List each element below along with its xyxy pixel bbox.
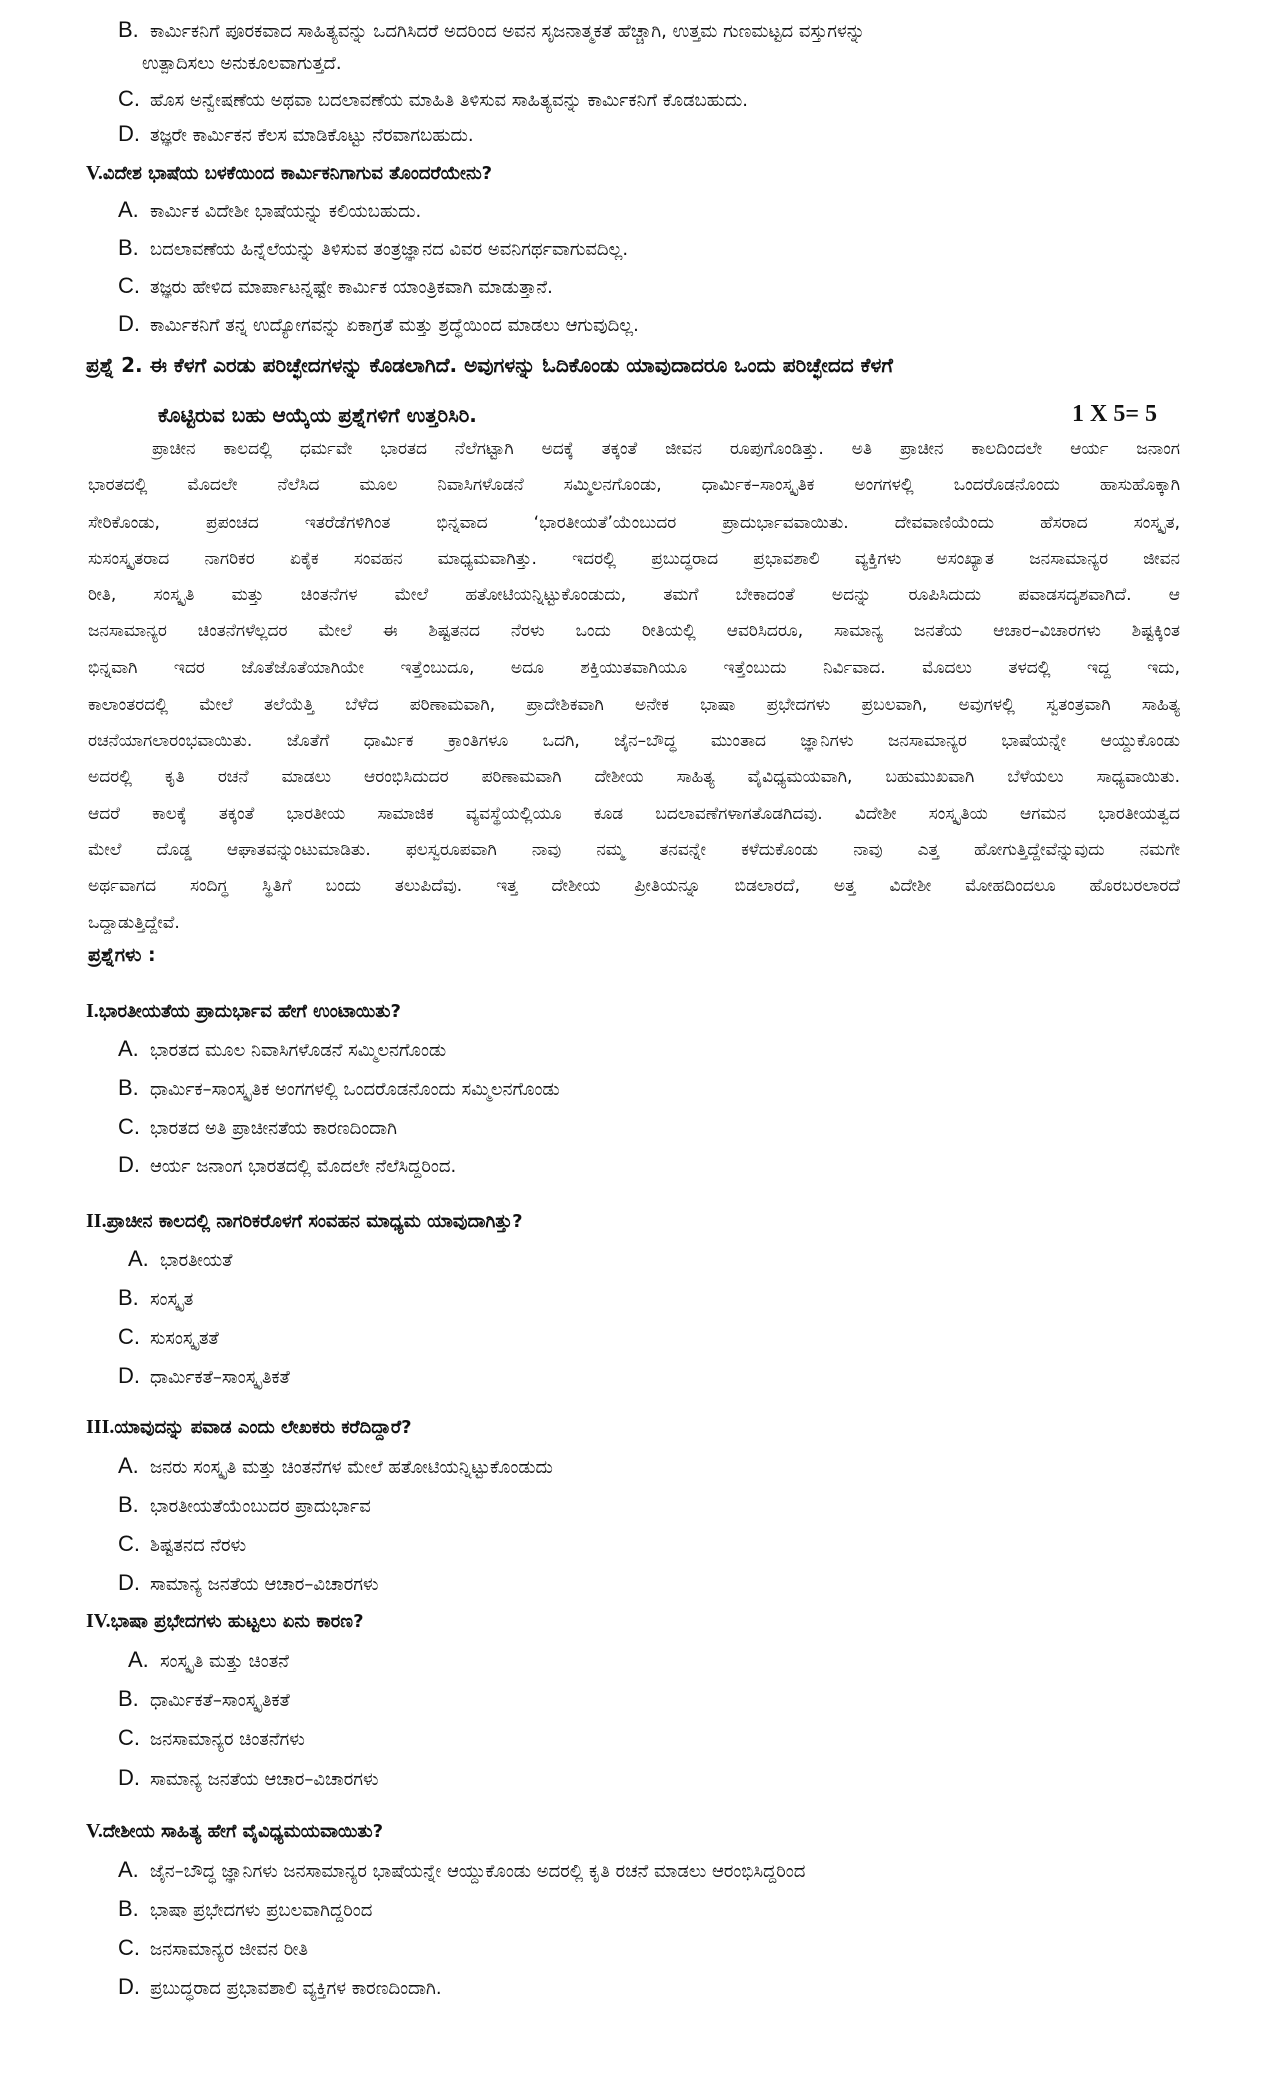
q4-option-d — [118, 1765, 378, 1793]
passage-line: ಜನಸಾಮಾನ್ಯರ ಚಿಂತನೆಗಳೆಲ್ಲದರ ಮೇಲೆ ಈ ಶಿಷ್ಟತನದ ನೆರಳು ಒಂದು ರೀತಿಯಲ್ಲಿ ಆವರಿಸಿದರೂ, ಸಾಮಾನ್ಯ ಜನತೆಯ ಆಚಾರ–ವಿಚಾರಗಳು ಶಿಷ್ಟಕ್ಕಿಂತ — [88, 621, 1180, 641]
option-letter: D. — [118, 311, 140, 336]
q3-option-c — [118, 1531, 246, 1559]
option-letter: D. — [118, 1152, 140, 1177]
option-text: ಜನಸಾಮಾನ್ಯರ ಜೀವನ ರೀತಿ — [150, 1939, 309, 1960]
question-number: V. — [86, 1820, 103, 1842]
option-letter: A. — [118, 197, 139, 222]
option-letter: A. — [128, 1246, 149, 1271]
q1-option-d — [118, 1152, 456, 1180]
option-letter: C. — [118, 1935, 140, 1960]
top-option-c — [118, 86, 748, 114]
option-letter: B. — [118, 1896, 139, 1921]
q5-option-c — [118, 1935, 308, 1963]
option-letter: C. — [118, 1324, 140, 1349]
top-option-b — [118, 17, 865, 45]
option-letter: D. — [118, 1765, 140, 1790]
option-text: ಸಂಸ್ಕೃತಿ ಮತ್ತು ಚಿಂತನೆ — [160, 1651, 289, 1672]
option-text: ಶಿಷ್ಟತನದ ನೆರಳು — [150, 1535, 247, 1556]
passage-line: ಒದ್ದಾಡುತ್ತಿದ್ದೇವೆ. — [88, 913, 180, 933]
prev-q5-option-a — [118, 197, 421, 225]
option-text: ಆರ್ಯ ಜನಾಂಗ ಭಾರತದಲ್ಲಿ ಮೊದಲೇ ನೆಲೆಸಿದ್ದರಿಂದ. — [150, 1156, 457, 1177]
option-text: ಭಾರತೀಯತೆಯೆಂಬುದರ ಪ್ರಾದುರ್ಭಾವ — [150, 1496, 371, 1517]
q4-option-a — [128, 1647, 289, 1675]
passage-line: ರೀತಿ, ಸಂಸ್ಕೃತಿ ಮತ್ತು ಚಿಂತನೆಗಳ ಮೇಲೆ ಹತೋಟಿಯನ್ನಿಟ್ಟುಕೊಂಡುದು, ತಮಗೆ ಬೇಕಾದಂತೆ ಅದನ್ನು ರೂಪಿಸಿದುದು ಪವಾಡಸದೃಶವಾಗಿದೆ. ಆ — [88, 585, 1180, 605]
option-letter: B. — [118, 17, 139, 42]
option-letter: A. — [118, 1453, 139, 1478]
option-letter: B. — [118, 235, 139, 260]
q2-option-a — [128, 1246, 232, 1274]
q3-option-d — [118, 1570, 378, 1598]
q1-option-a — [118, 1036, 446, 1064]
option-letter: D. — [118, 1570, 140, 1595]
question-3 — [86, 1414, 412, 1441]
q2-option-d — [118, 1363, 290, 1391]
question-number: III. — [86, 1416, 115, 1438]
option-text: ಭಾರತದ ಅತಿ ಪ್ರಾಚೀನತೆಯ ಕಾರಣದಿಂದಾಗಿ — [150, 1118, 398, 1139]
option-letter: B. — [118, 1686, 139, 1711]
passage-line: ಆದರೆ ಕಾಲಕ್ಕೆ ತಕ್ಕಂತೆ ಭಾರತೀಯ ಸಾಮಾಜಿಕ ವ್ಯವಸ್ಥೆಯಲ್ಲಿಯೂ ಕೂಡ ಬದಲಾವಣೆಗಳಾಗತೊಡಗಿದವು. ವಿದೇಶೀ ಸಂಸ್ಕೃತಿಯ ಆಗಮನ ಭಾರತೀಯತ್ವದ — [88, 804, 1180, 824]
option-text: ಧಾರ್ಮಿಕ–ಸಾಂಸ್ಕೃತಿಕ ಅಂಗಗಳಲ್ಲಿ ಒಂದರೊಡನೊಂದು ಸಮ್ಮಿಲನಗೊಂಡು — [150, 1079, 560, 1100]
passage-line: ಸುಸಂಸ್ಕೃತರಾದ ನಾಗರಿಕರ ಏಕೈಕ ಸಂವಹನ ಮಾಧ್ಯಮವಾಗಿತ್ತು. ಇದರಲ್ಲಿ ಪ್ರಬುದ್ಧರಾದ ಪ್ರಭಾವಶಾಲಿ ವ್ಯಕ್ತಿಗಳು ಅಸಂಖ್ಯಾತ ಜನಸಾಮಾನ್ಯರ ಜೀವನ — [88, 549, 1180, 569]
option-letter: D. — [118, 121, 140, 146]
question-number: I. — [86, 1000, 99, 1022]
q4-option-b — [118, 1686, 290, 1714]
questions-label: ಪ್ರಶ್ನೆಗಳು : — [88, 944, 156, 966]
option-text: ಜೈನ–ಬೌದ್ಧ ಜ್ಞಾನಿಗಳು ಜನಸಾಮಾನ್ಯರ ಭಾಷೆಯನ್ನೇ ಆಯ್ದುಕೊಂಡು ಅದರಲ್ಲಿ ಕೃತಿ ರಚನೆ ಮಾಡಲು ಆರಂಭಿಸಿದ್ದರಿಂದ — [150, 1861, 806, 1882]
q1-option-b — [118, 1075, 560, 1103]
question-2 — [86, 1208, 523, 1235]
option-text: ಧಾರ್ಮಿಕತೆ–ಸಾಂಸ್ಕೃತಿಕತೆ — [150, 1367, 290, 1388]
question-text: ಭಾರತೀಯತೆಯ ಪ್ರಾದುರ್ಭಾವ ಹೇಗೆ ಉಂಟಾಯಿತು? — [98, 1001, 401, 1022]
option-letter: C. — [118, 1725, 140, 1750]
question-number: II. — [86, 1210, 107, 1232]
option-text: ಹೊಸ ಅನ್ವೇಷಣೆಯ ಅಥವಾ ಬದಲಾವಣೆಯ ಮಾಹಿತಿ ತಿಳಿಸುವ ಸಾಹಿತ್ಯವನ್ನು ಕಾರ್ಮಿಕನಿಗೆ ಕೊಡಬಹುದು. — [150, 90, 749, 111]
option-letter: A. — [128, 1647, 149, 1672]
prev-q5-option-b — [118, 235, 628, 263]
option-letter: B. — [118, 1492, 139, 1517]
question-text: ಯಾವುದನ್ನು ಪವಾಡ ಎಂದು ಲೇಖಕರು ಕರೆದಿದ್ದಾರೆ? — [114, 1417, 412, 1438]
question-1 — [86, 998, 401, 1025]
option-text: ಸಂಸ್ಕೃತ — [150, 1289, 194, 1310]
passage-line: ಅರ್ಥವಾಗದ ಸಂದಿಗ್ಧ ಸ್ಥಿತಿಗೆ ಬಂದು ತಲುಪಿದೆವು. ಇತ್ತ ದೇಶೀಯ ಪ್ರೀತಿಯನ್ನೂ ಬಿಡಲಾರದೆ, ಅತ್ತ ವಿದೇಶೀ ಮೋಹದಿಂದಲೂ ಹೊರಬರಲಾರದೆ — [88, 876, 1180, 896]
prev-q5-option-d — [118, 311, 639, 339]
option-text: ಧಾರ್ಮಿಕತೆ–ಸಾಂಸ್ಕೃತಿಕತೆ — [150, 1690, 290, 1711]
top-option-d — [118, 121, 474, 149]
option-text: ಸುಸಂಸ್ಕೃತತೆ — [150, 1328, 219, 1349]
option-letter: B. — [118, 1285, 139, 1310]
question-number: IV. — [86, 1610, 111, 1632]
question-text: ವಿದೇಶ ಭಾಷೆಯ ಬಳಕೆಯಿಂದ ಕಾರ್ಮಿಕನಿಗಾಗುವ ತೊಂದರೆಯೇನು? — [102, 163, 493, 184]
option-text: ಭಾರತದ ಮೂಲ ನಿವಾಸಿಗಳೊಡನೆ ಸಮ್ಮಿಲನಗೊಂಡು — [150, 1040, 447, 1061]
q5-option-a — [118, 1857, 805, 1885]
prev-question-5 — [86, 160, 492, 187]
q4-option-c — [118, 1725, 305, 1753]
passage-line: ಮೇಲೆ ದೊಡ್ಡ ಆಘಾತವನ್ನುಂಟುಮಾಡಿತು. ಫಲಸ್ವರೂಪವಾಗಿ ನಾವು ನಮ್ಮ ತನವನ್ನೇ ಕಳೆದುಕೊಂಡು ನಾವು ಎತ್ತ ಹೋಗುತ್ತಿದ್ದೇವೆನ್ನುವುದು ನಮಗೇ — [88, 840, 1180, 860]
option-text: ಭಾರತೀಯತೆ — [160, 1250, 233, 1271]
passage-line: ರಚನೆಯಾಗಲಾರಂಭವಾಯಿತು. ಜೊತೆಗೆ ಧಾರ್ಮಿಕ ಕ್ರಾಂತಿಗಳೂ ಒದಗಿ, ಜೈನ–ಬೌದ್ಧ ಮುಂತಾದ ಜ್ಞಾನಿಗಳು ಜನಸಾಮಾನ್ಯರ ಭಾಷೆಯನ್ನೇ ಆಯ್ದುಕೊಂಡು — [88, 731, 1180, 751]
passage-line: ಕಾಲಾಂತರದಲ್ಲಿ ಮೇಲೆ ತಲೆಯೆತ್ತಿ ಬೆಳೆದ ಪರಿಣಾಮವಾಗಿ, ಪ್ರಾದೇಶಿಕವಾಗಿ ಅನೇಕ ಭಾಷಾ ಪ್ರಭೇದಗಳು ಪ್ರಬಲವಾಗಿ, ಅವುಗಳಲ್ಲಿ ಸ್ವತಂತ್ರವಾಗಿ ಸಾಹಿತ್ಯ — [88, 695, 1180, 715]
option-letter: D. — [118, 1363, 140, 1388]
q3-option-b — [118, 1492, 371, 1520]
option-letter: C. — [118, 1114, 140, 1139]
option-text: ಬದಲಾವಣೆಯ ಹಿನ್ನೆಲೆಯನ್ನು ತಿಳಿಸುವ ತಂತ್ರಜ್ಞಾನದ ವಿವರ ಅವನಿಗರ್ಥವಾಗುವದಿಲ್ಲ. — [150, 239, 629, 260]
question-text: ದೇಶೀಯ ಸಾಹಿತ್ಯ ಹೇಗೆ ವೈವಿಧ್ಯಮಯವಾಯಿತು? — [102, 1821, 384, 1842]
option-text: ಭಾಷಾ ಪ್ರಭೇದಗಳು ಪ್ರಬಲವಾಗಿದ್ದರಿಂದ — [150, 1900, 373, 1921]
question-text: ಭಾಷಾ ಪ್ರಭೇದಗಳು ಹುಟ್ಟಲು ಏನು ಕಾರಣ? — [110, 1611, 364, 1632]
top-option-b-continuation: ಉತ್ಪಾದಿಸಲು ಅನುಕೂಲವಾಗುತ್ತದೆ. — [142, 53, 342, 74]
question-4 — [86, 1608, 364, 1635]
option-text: ಪ್ರಬುದ್ಧರಾದ ಪ್ರಭಾವಶಾಲಿ ವ್ಯಕ್ತಿಗಳ ಕಾರಣದಿಂದಾಗಿ. — [150, 1978, 442, 1999]
passage-line: ಭಾರತದಲ್ಲಿ ಮೊದಲೇ ನೆಲೆಸಿದ ಮೂಲ ನಿವಾಸಿಗಳೊಡನೆ ಸಮ್ಮಿಲನಗೊಂಡು, ಧಾರ್ಮಿಕ–ಸಾಂಸ್ಕೃತಿಕ ಅಂಗಗಳಲ್ಲಿ ಒಂದರೊಡನೊಂದು ಹಾಸುಹೊಕ್ಕಾಗಿ — [88, 475, 1180, 495]
option-letter: C. — [118, 1531, 140, 1556]
section-heading-line2: ಕೊಟ್ಟಿರುವ ಬಹು ಆಯ್ಕೆಯ ಪ್ರಶ್ನೆಗಳಿಗೆ ಉತ್ತರಿಸಿರಿ. — [158, 403, 477, 427]
q3-option-a — [118, 1453, 553, 1481]
option-text: ಜನರು ಸಂಸ್ಕೃತಿ ಮತ್ತು ಚಿಂತನೆಗಳ ಮೇಲೆ ಹತೋಟಿಯನ್ನಿಟ್ಟುಕೊಂಡುದು — [150, 1457, 553, 1478]
passage-line: ಭಿನ್ನವಾಗಿ ಇದರ ಜೊತೆಜೊತೆಯಾಗಿಯೇ ಇತ್ತೆಂಬುದೂ, ಅದೂ ಶಕ್ತಿಯುತವಾಗಿಯೂ ಇತ್ತೆಂಬುದು ನಿರ್ವಿವಾದ. ಮೊದಲು ತಳದಲ್ಲಿ ಇದ್ದ ಇದು, — [88, 658, 1180, 678]
option-text: ಜನಸಾಮಾನ್ಯರ ಚಿಂತನೆಗಳು — [150, 1729, 305, 1750]
option-text: ತಜ್ಞರು ಹೇಳಿದ ಮಾರ್ಪಾಟನ್ನಷ್ಟೇ ಕಾರ್ಮಿಕ ಯಾಂತ್ರಿಕವಾಗಿ ಮಾಡುತ್ತಾನೆ. — [150, 277, 553, 298]
option-text: ತಜ್ಞರೇ ಕಾರ್ಮಿಕನ ಕೆಲಸ ಮಾಡಿಕೊಟ್ಟು ನೆರವಾಗಬಹುದು. — [150, 125, 474, 146]
option-letter: B. — [118, 1075, 139, 1100]
prev-q5-option-c — [118, 273, 553, 301]
question-text: ಪ್ರಾಚೀನ ಕಾಲದಲ್ಲಿ ನಾಗರಿಕರೊಳಗೆ ಸಂವಹನ ಮಾಧ್ಯಮ ಯಾವುದಾಗಿತ್ತು? — [106, 1211, 523, 1232]
option-letter: D. — [118, 1974, 140, 1999]
q1-option-c — [118, 1114, 397, 1142]
passage-line: ಪ್ರಾಚೀನ ಕಾಲದಲ್ಲಿ ಧರ್ಮವೇ ಭಾರತದ ನೆಲೆಗಟ್ಟಾಗಿ ಅದಕ್ಕೆ ತಕ್ಕಂತೆ ಜೀವನ ರೂಪುಗೊಂಡಿತ್ತು. ಅತಿ ಪ್ರಾಚೀನ ಕಾಲದಿಂದಲೇ ಆರ್ಯ ಜನಾಂಗ — [152, 439, 1180, 459]
passage-line: ಅದರಲ್ಲಿ ಕೃತಿ ರಚನೆ ಮಾಡಲು ಆರಂಭಿಸಿದುದರ ಪರಿಣಾಮವಾಗಿ ದೇಶೀಯ ಸಾಹಿತ್ಯ ವೈವಿಧ್ಯಮಯವಾಗಿ, ಬಹುಮುಖವಾಗಿ ಬೆಳೆಯಲು ಸಾಧ್ಯವಾಯಿತು. — [88, 767, 1180, 787]
option-text: ಸಾಮಾನ್ಯ ಜನತೆಯ ಆಚಾರ–ವಿಚಾರಗಳು — [150, 1769, 379, 1790]
option-letter: C. — [118, 273, 140, 298]
option-letter: A. — [118, 1857, 139, 1882]
question-5 — [86, 1818, 383, 1845]
option-letter: A. — [118, 1036, 139, 1061]
q5-option-d — [118, 1974, 442, 2002]
q2-option-c — [118, 1324, 219, 1352]
option-text: ಸಾಮಾನ್ಯ ಜನತೆಯ ಆಚಾರ–ವಿಚಾರಗಳು — [150, 1574, 379, 1595]
question-number: V. — [86, 162, 103, 184]
option-text: ಕಾರ್ಮಿಕನಿಗೆ ತನ್ನ ಉದ್ಯೋಗವನ್ನು ಏಕಾಗ್ರತೆ ಮತ್ತು ಶ್ರದ್ಧೆಯಿಂದ ಮಾಡಲು ಆಗುವುದಿಲ್ಲ. — [150, 315, 639, 336]
marks-label: 1 X 5= 5 — [1072, 401, 1158, 427]
option-letter: C. — [118, 86, 140, 111]
q5-option-b — [118, 1896, 372, 1924]
q2-option-b — [118, 1285, 193, 1313]
section-heading-line1: ಪ್ರಶ್ನೆ 2. ಈ ಕೆಳಗೆ ಎರಡು ಪರಿಚ್ಛೇದಗಳನ್ನು ಕೊಡಲಾಗಿದೆ. ಅವುಗಳನ್ನು ಓದಿಕೊಂಡು ಯಾವುದಾದರೂ ಒಂದು ಪರಿಚ್ಛೇದದ ಕೆಳಗೆ — [86, 353, 893, 377]
option-text: ಕಾರ್ಮಿಕ ವಿದೇಶೀ ಭಾಷೆಯನ್ನು ಕಲಿಯಬಹುದು. — [150, 201, 422, 222]
passage-line: ಸೇರಿಕೊಂಡು, ಪ್ರಪಂಚದ ಇತರೆಡೆಗಳಿಗಿಂತ ಭಿನ್ನವಾದ ‘ಭಾರತೀಯತೆ’ಯೆಂಬುದರ ಪ್ರಾದುರ್ಭಾವವಾಯಿತು. ದೇವವಾಣಿಯೆಂದು ಹೆಸರಾದ ಸಂಸ್ಕೃತ, — [88, 513, 1180, 533]
option-text: ಕಾರ್ಮಿಕನಿಗೆ ಪೂರಕವಾದ ಸಾಹಿತ್ಯವನ್ನು ಒದಗಿಸಿದರೆ ಅದರಿಂದ ಅವನ ಸೃಜನಾತ್ಮಕತೆ ಹೆಚ್ಚಾಗಿ, ಉತ್ತಮ ಗುಣಮಟ್ಟದ ವಸ್ತುಗಳನ್ನು — [150, 21, 865, 42]
